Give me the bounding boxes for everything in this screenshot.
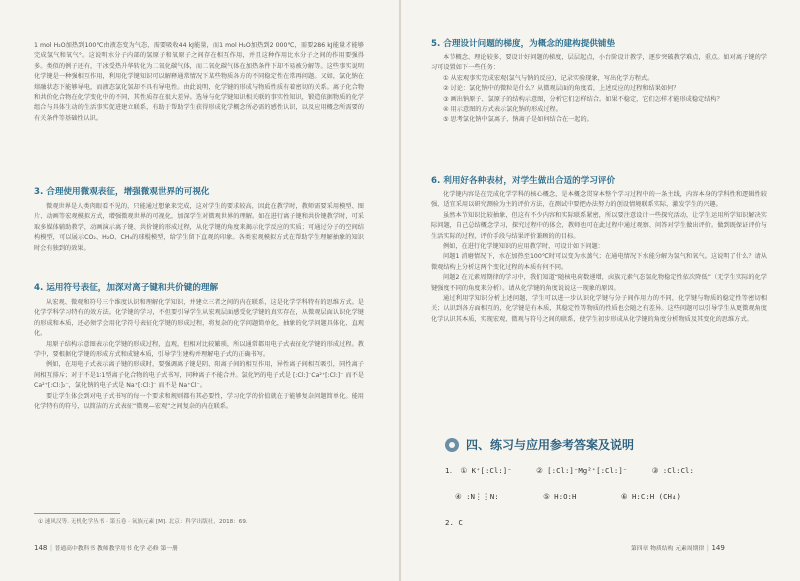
answer-1b: ② [:Cl:]⁻Mg²⁺[:Cl:]⁻	[536, 466, 628, 475]
question-2: 问题2 在元素周期律的学习中，我们知道“随核电荷数递增，卤族元素气态氢化物稳定性依次降低”（无学生实际的化学键强度不同的角度来分析）。请从化学键的角度说说这一现象的原因。	[431, 274, 767, 292]
footnote-rule	[34, 513, 120, 514]
task-item-2: ② 讨论：氯化钠中的微粒是什么？从微观层面的角度看，上述反应的过程和结果如何？	[443, 85, 680, 93]
section-6-paragraph-4: 通过利用学知识分析上述问题，学生可以进一步认识化学键与分子间作用力的不同，化学键与物质的稳定性等密切相关；认识到各方面相互的，化学键是有本质，其稳定性等物质的性质也会随之有差异。这些问题可以引导学生从更微观角度化学认识其本质，实现宏观、微观与符号之间的联系，使学生初步形成从化学键的角度分析物质及其变化的思维方式。	[431, 295, 767, 323]
section-3	[34, 187, 364, 254]
left-footer: 148 │ 普通高中教科书 教师教学用书 化学 必修 第一册	[34, 544, 178, 552]
intro-text	[34, 41, 364, 124]
section-5-body	[431, 53, 767, 126]
left-page	[0, 0, 399, 581]
section-4-paragraph-1: 从宏观、微观和符号三个维度认识和理解化学知识，并建立三者之间的内在联系，这是化学学科特有的思维方式。是化学学科学习特有的效方法。化学键的学习，不但要引导学生从宏观层面感受化学键的真实存在，从微观层面认识化学键的形成和本质，还必须学会用化学符号表征化学键的形成过程，将复杂的化学问题简单化，抽象的化学问题具体化、直观化。	[34, 299, 364, 338]
task-item-1: ① 从宏观事实完成宏观(氯气与钠的反应)，记录实验现象，写出化学方程式。	[443, 74, 654, 82]
answer-1a: ① K⁺[:Cl:]⁻	[460, 466, 512, 475]
section-bullet-icon	[445, 438, 459, 452]
answer-1-row-1	[445, 466, 694, 475]
section-3-paragraph: 微观世界是人类肉眼看不见的，只能通过想象来完成，这对学生的要求较高，因此在教学时，教师需要采用模型、图片、动画等宏观模拟方式，增强微观世界的可视化，加深学生对微观世界的理解。如在进行离子键和共价键教学时，可采取多媒体辅助教学，动画演示离子键、共价键的形成过程，从化学键的角度来揭示化学反应的实质；可通过分子的空间结构模型，可以展示CO₂、H₂O、CH₄的球棍模型，给学生留下直观的印象。各类宏观模拟方式在帮助学生理解抽象的知识时会有独到的效果。	[34, 203, 364, 252]
answer-1-label: 1.	[445, 466, 453, 475]
right-page-number: 149	[711, 544, 725, 552]
answer-1f: ⑥ H:C:H (CH₄)	[620, 492, 681, 501]
intro-paragraph: 1 mol H₂O加热到100℃由液态变为气态，需要吸收44 kJ能量，而1 mol H₂O加热到2 000℃，需要286 kJ能量才能够完成氢气和氧气°。这说明水分子内部的氢原子和氧原子之间存在相互作用，并且这种作用比水分子之间的作用要强得多。类似的例子还有，干冰受热升华转化为二氧化碳气体，而二氧化碳气体在加热条件下却不易被分解等。这些事实说明化学键是一种强相互作用，利用化学键知识可以解释通常情况下某些物质各方的不同稳定性在常再问题。又如，氯化钠在熔融状态下能够导电，而液态氯化氢却不具有导电性。由此说明，化学键的形成与物质性质有着密切的关系。离子化合物和共价化合物在化学变化中的不同，其性质存在很大差异。选导与化学键知识相关联的事实性知识，锻造依据物质的化学组合与具体生动的生活事实促进建立联系，有助于帮助学生获得形成化学概念所必需的感性认识，以及应用概念所需要的有关条件等基础性认识。	[34, 42, 364, 122]
right-footer: 第四章 物质结构 元素周期律 │ 149	[631, 544, 725, 552]
section-6-paragraph-1: 化学键内容是在完成化学学科的核心概念，是本概念贯穿本整个学习过程中的一条主线，内容本身的学科性和逻辑性较强，适宜采用以研究测验为主的评价方法，在测试中要把办法努力的创设情境联系实际，激发学生的兴趣。	[431, 191, 767, 209]
section-3-body	[34, 202, 364, 254]
section-6-body	[431, 190, 767, 325]
answer-1d: ④ :N⋮⋮N:	[455, 492, 499, 501]
right-page	[401, 0, 800, 581]
answer-1-row-2	[455, 492, 681, 501]
question-1: 问题1 消磨情况下，水在加热至100℃时可以变为水蒸气；在通电情况下水能分解为氢气和氧气。这说明了什么？请从微观结构上分析这两个变化过程的本质有何不同。	[431, 253, 767, 271]
section-4-heading	[445, 436, 634, 453]
section-3-title: 3. 合理使用微观表征，增强微观世界的可视化	[34, 187, 210, 197]
right-footer-text: 第四章 物质结构 元素周期律	[631, 546, 705, 552]
section-6-paragraph-3: 例如，在进行化学键知识的应用教学时，可设计如下问题：	[443, 243, 604, 251]
section-4	[34, 283, 364, 412]
section-4-title: 4. 运用符号表征，加深对离子键和共价键的理解	[34, 283, 219, 293]
answer-2: 2. C	[445, 518, 463, 527]
section-6-title: 6. 利用好各种表材，对学生做出合适的学习评价	[431, 176, 616, 186]
section-5	[431, 39, 767, 126]
section-6	[431, 176, 767, 325]
section-5-title: 5. 合理设计问题的梯度，为概念的建构提供铺垫	[431, 39, 616, 49]
section-5-intro: 本节概念、理论较多，要设计好问题的梯度，层层起点，小台阶设计教学，逐步突破教学难点，重点。如对离子键的学习可设置如下一些任务：	[431, 54, 767, 72]
task-item-4: ④ 用示意图的方式表示氯化钠的形成过程。	[443, 106, 562, 114]
left-footer-text: 普通高中教科书 教师教学用书 化学 必修 第一册	[54, 546, 178, 552]
section-4-body	[34, 298, 364, 412]
task-item-5: ⑤ 思考氯化钠中氯离子、钠离子是如何结合在一起的。	[443, 116, 593, 124]
task-item-3: ③ 画出钠原子、氯原子的结构示意图，分析它们怎样结合。如果不稳定，它们怎样才能形成稳定结构？	[443, 95, 723, 103]
section-4-paragraph-3: 例如，在用电子式表示离子键的形成时，要强调离子键是阴、阳离子间的相互作用，异性离子间相互吸引，同性离子间相互排斥；对于不是1∶1型离子化合物的电子式书写，同种离子不能合并。氯化钙的电子式是 [:Cl:]⁻Ca²⁺[:Cl:]⁻ 而不是 Ca²⁺[:Cl:]₂⁻，氯化钠的电子式是 Na⁺[:Cl:]⁻ 而不是 Na⁺Cl⁻。	[34, 361, 364, 390]
answer-1e: ⑤ H:O:H	[543, 492, 577, 501]
section-4-paragraph-4: 要让学生体会到对电子式书写的每一个要求和规则都有其必要性，学习化学的价值就在于能够复杂问题简单化。能用化学特有的符号，以简洁的方式表征“微观—宏观”之间复杂的内在联系。	[34, 392, 364, 411]
footnote: ① 速风汉等. 无机化学丛书 · 第五卷 · 氧族元素 [M]. 北京：科学出版社，2018：69.	[38, 519, 248, 525]
section-6-paragraph-2: 虽然本节知识比较抽象，但这有不少内容和实际联系紧密，所以要注意设计一些探究活动，让学生运用所学知识解决实际问题，自己总结概念学习，探究过程中的体会，教师也可在此过程中通过观察、问答对学生做出评价。做到既保证评价与生活实际的过程，评价手段与结果评价兼顾的的目标。	[431, 211, 767, 240]
answer-1c: ③ :Cl:Cl:	[651, 466, 694, 475]
left-page-number: 148	[34, 544, 48, 552]
section-4-heading-title: 四、练习与应用参考答案及说明	[466, 438, 635, 452]
section-4-paragraph-2: 用原子结构示意图表示化学键的形成过程，直观，但相对比较繁琐，所以通常都用电子式表征化学键的形成过程。教学中，要根据化学键的形成方式和成键本质，引导学生建构并理解电子式的正确书写。	[34, 340, 364, 359]
